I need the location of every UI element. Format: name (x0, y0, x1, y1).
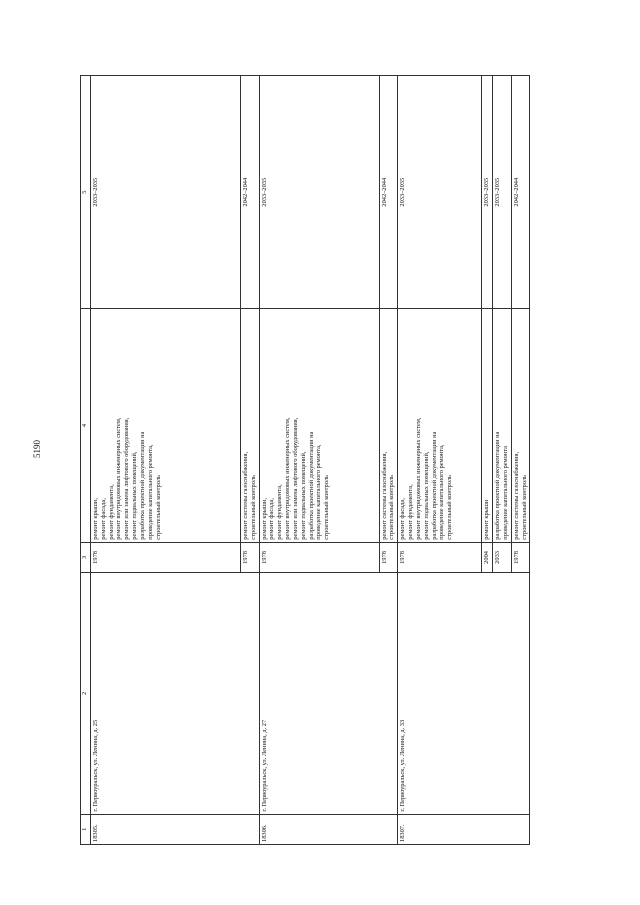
period-cell: 2042–2044 (379, 76, 398, 309)
table-row (91, 76, 241, 845)
year-cell: 1978 (241, 542, 260, 572)
works-cell: ремонт крыши, ремонт фасада, ремонт фундамента, ремонт внутридомовых инженерных систем, ремонт или замена лифтового оборудования, ремонт подвальных помещений, разработка проектной документации на проведение капитального ремонта, строительный контроль (91, 309, 241, 542)
repair-schedule-table (80, 75, 530, 845)
period-cell: 2042–2044 (511, 76, 530, 309)
year-cell: 1978 (379, 542, 398, 572)
year-cell: 1978 (398, 542, 482, 572)
works-cell: ремонт системы газоснабжения, строительный контроль (241, 309, 260, 542)
column-header: 2 (81, 573, 91, 814)
works-cell: ремонт фасада, ремонт фундамента, ремонт внутридомовых инженерных систем, ремонт подвальных помещений, разработка проектной документации на проведение капитального ремонта, строительный контроль (398, 309, 482, 542)
page-number: 5190 (32, 440, 42, 458)
rotated-table-container (80, 75, 542, 845)
table-row (259, 76, 379, 845)
table-header-row (81, 76, 91, 845)
row-number: 18307. (398, 814, 530, 844)
period-cell: 2042–2044 (241, 76, 260, 309)
address-cell: г. Первоуральск, ул. Ленина, д. 25 (91, 573, 260, 814)
period-cell: 2033–2035 (91, 76, 241, 309)
period-cell: 2033–2035 (482, 76, 493, 309)
column-header: 4 (81, 309, 91, 542)
works-cell: ремонт системы газоснабжения, строительный контроль (379, 309, 398, 542)
table-row (398, 76, 482, 845)
year-cell: 1978 (259, 542, 379, 572)
works-cell: ремонт крыши (482, 309, 493, 542)
row-number: 18306. (259, 814, 398, 844)
year-cell: 2004 (482, 542, 493, 572)
period-cell: 2033–2035 (398, 76, 482, 309)
address-cell: г. Первоуральск, ул. Ленина, д. 33 (398, 573, 530, 814)
column-header: 1 (81, 814, 91, 844)
works-cell: разработка проектной документации на проведение капитального ремонта (493, 309, 512, 542)
column-header: 5 (81, 76, 91, 309)
period-cell: 2033–2035 (259, 76, 379, 309)
row-number: 18305. (91, 814, 260, 844)
year-cell: 1978 (91, 542, 241, 572)
works-cell: ремонт системы газоснабжения, строительный контроль (511, 309, 530, 542)
works-cell: ремонт крыши, ремонт фасада, ремонт фундамента, ремонт внутридомовых инженерных систем, ремонт или замена лифтового оборудования, ремонт подвальных помещений, разработка проектной документации на проведение капитального ремонта, строительный контроль (259, 309, 379, 542)
column-header: 3 (81, 542, 91, 572)
year-cell: 1978 (511, 542, 530, 572)
year-cell: 2033 (493, 542, 512, 572)
period-cell: 2033–2035 (493, 76, 512, 309)
address-cell: г. Первоуральск, ул. Ленина, д. 27 (259, 573, 398, 814)
